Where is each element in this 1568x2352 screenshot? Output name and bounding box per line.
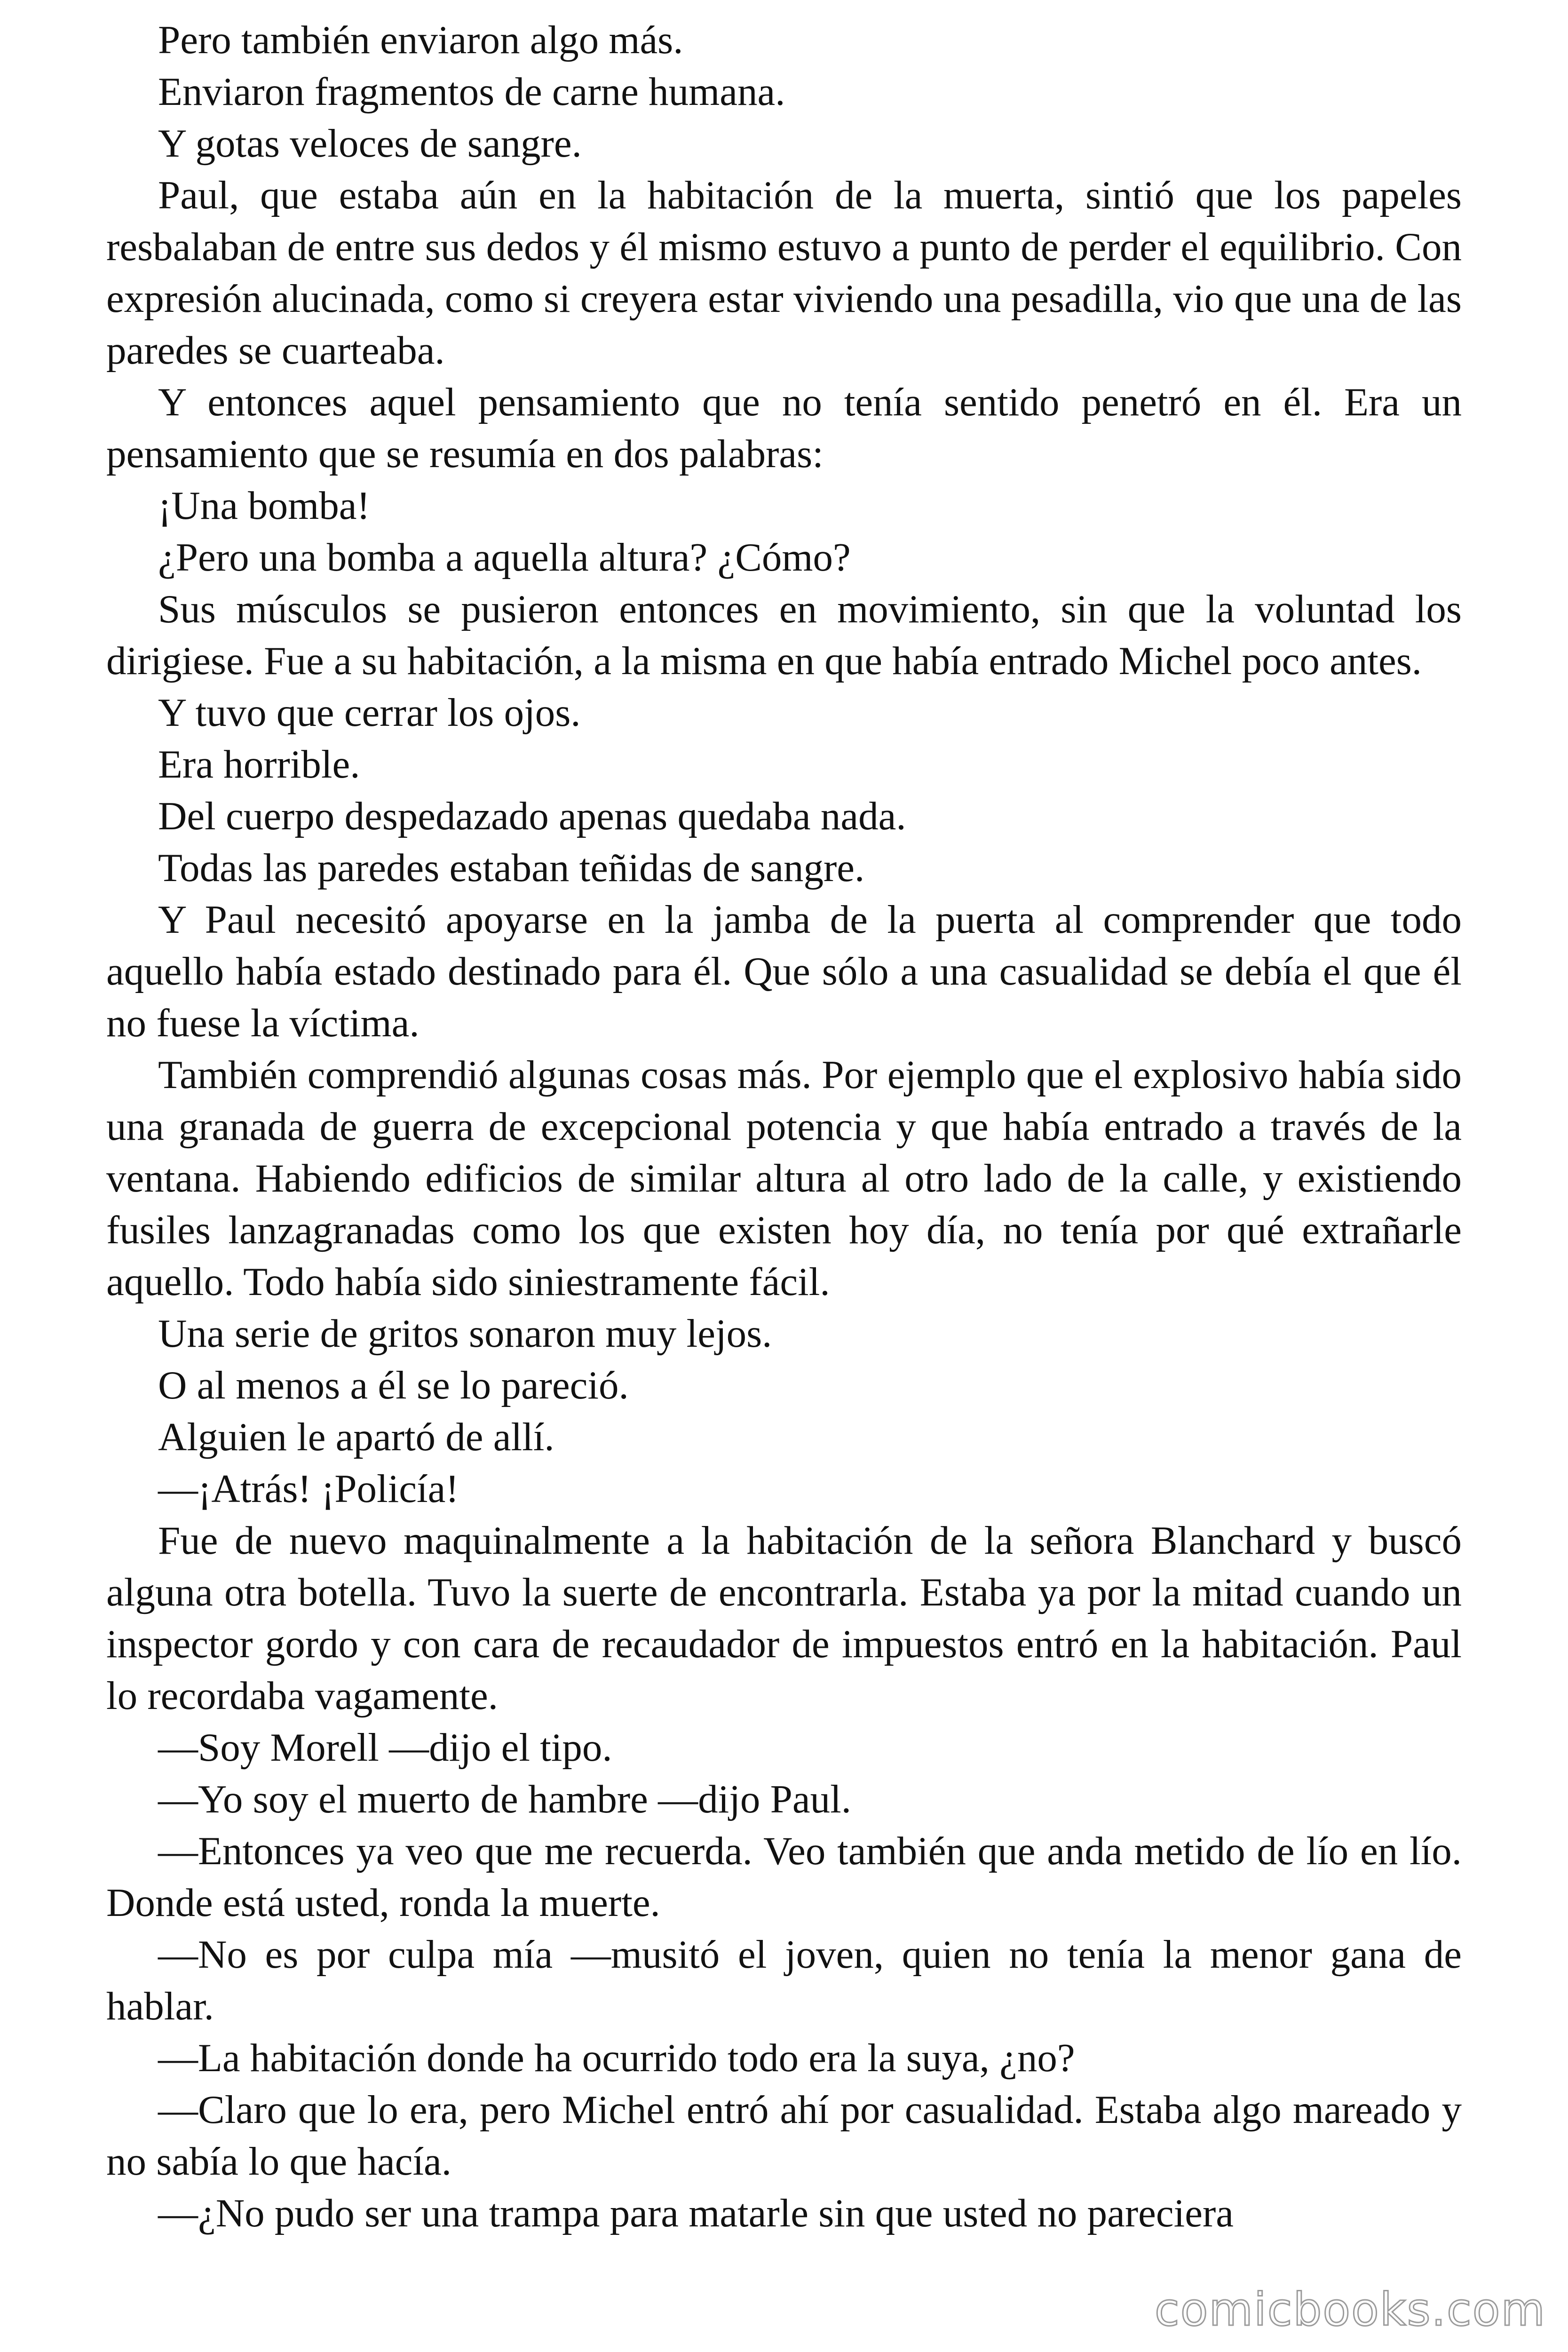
paragraph: ¡Una bomba!: [158, 484, 370, 528]
body-text: [106, 14, 1462, 2239]
paragraph: Una serie de gritos sonaron muy lejos.: [158, 1311, 772, 1356]
paragraph: Y Paul necesitó apoyarse en la jamba de la puerta al comprender que todo aquello había estado destinado para él. Que sólo a una casualidad se debía el que él no fuese la víctima.: [106, 898, 1462, 1045]
paragraph: Alguien le apartó de allí.: [158, 1415, 554, 1459]
paragraph: —Claro que lo era, pero Michel entró ahí por casualidad. Estaba algo mareado y no sabía lo que hacía.: [106, 2088, 1462, 2184]
paragraph: O al menos a él se lo pareció.: [158, 1363, 629, 1407]
paragraph: —La habitación donde ha ocurrido todo era la suya, ¿no?: [158, 2036, 1075, 2080]
paragraph: Y gotas veloces de sangre.: [158, 121, 582, 166]
paragraph: —Entonces ya veo que me recuerda. Veo también que anda metido de lío en lío. Donde está usted, ronda la muerte.: [106, 1829, 1462, 1925]
paragraph: Fue de nuevo maquinalmente a la habitación de la señora Blanchard y buscó alguna otra botella. Tuvo la suerte de encontrarla. Estaba ya por la mitad cuando un inspector gordo y con cara de recaudador de impuestos entró en la habitación. Paul lo recordaba vagamente.: [106, 1518, 1462, 1718]
watermark: comicbooks.com: [1155, 2283, 1546, 2336]
paragraph: Todas las paredes estaban teñidas de sangre.: [158, 846, 865, 890]
paragraph: —¿No pudo ser una trampa para matarle sin que usted no pareciera: [158, 2191, 1234, 2235]
paragraph: También comprendió algunas cosas más. Por ejemplo que el explosivo había sido una granada de guerra de excepcional potencia y que había entrado a través de la ventana. Habiendo edificios de similar altura al otro lado de la calle, y existiendo fusiles lanzagranadas como los que existen hoy día, no tenía por qué extrañarle aquello. Todo había sido siniestramente fácil.: [106, 1053, 1462, 1304]
paragraph: Y tuvo que cerrar los ojos.: [158, 691, 581, 735]
paragraph: Era horrible.: [158, 742, 360, 787]
paragraph: —Yo soy el muerto de hambre —dijo Paul.: [158, 1777, 852, 1821]
paragraph: —¡Atrás! ¡Policía!: [158, 1467, 459, 1511]
paragraph: Sus músculos se pusieron entonces en movimiento, sin que la voluntad los dirigiese. Fue a su habitación, a la misma en que había entrado Michel poco antes.: [106, 587, 1462, 683]
paragraph: —Soy Morell —dijo el tipo.: [158, 1725, 612, 1770]
paragraph: —No es por culpa mía —musitó el joven, quien no tenía la menor gana de hablar.: [106, 1932, 1462, 2028]
paragraph: Paul, que estaba aún en la habitación de la muerta, sintió que los papeles resbalaban de entre sus dedos y él mismo estuvo a punto de perder el equilibrio. Con expresión alucinada, como si creyera estar viviendo una pesadilla, vio que una de las paredes se cuarteaba.: [106, 173, 1462, 373]
paragraph: Enviaron fragmentos de carne humana.: [158, 70, 785, 114]
paragraph: Del cuerpo despedazado apenas quedaba nada.: [158, 794, 906, 838]
paragraph: Pero también enviaron algo más.: [158, 18, 683, 62]
paragraph: Y entonces aquel pensamiento que no tenía sentido penetró en él. Era un pensamiento que se resumía en dos palabras:: [106, 380, 1462, 476]
paragraph: ¿Pero una bomba a aquella altura? ¿Cómo?: [158, 535, 851, 580]
